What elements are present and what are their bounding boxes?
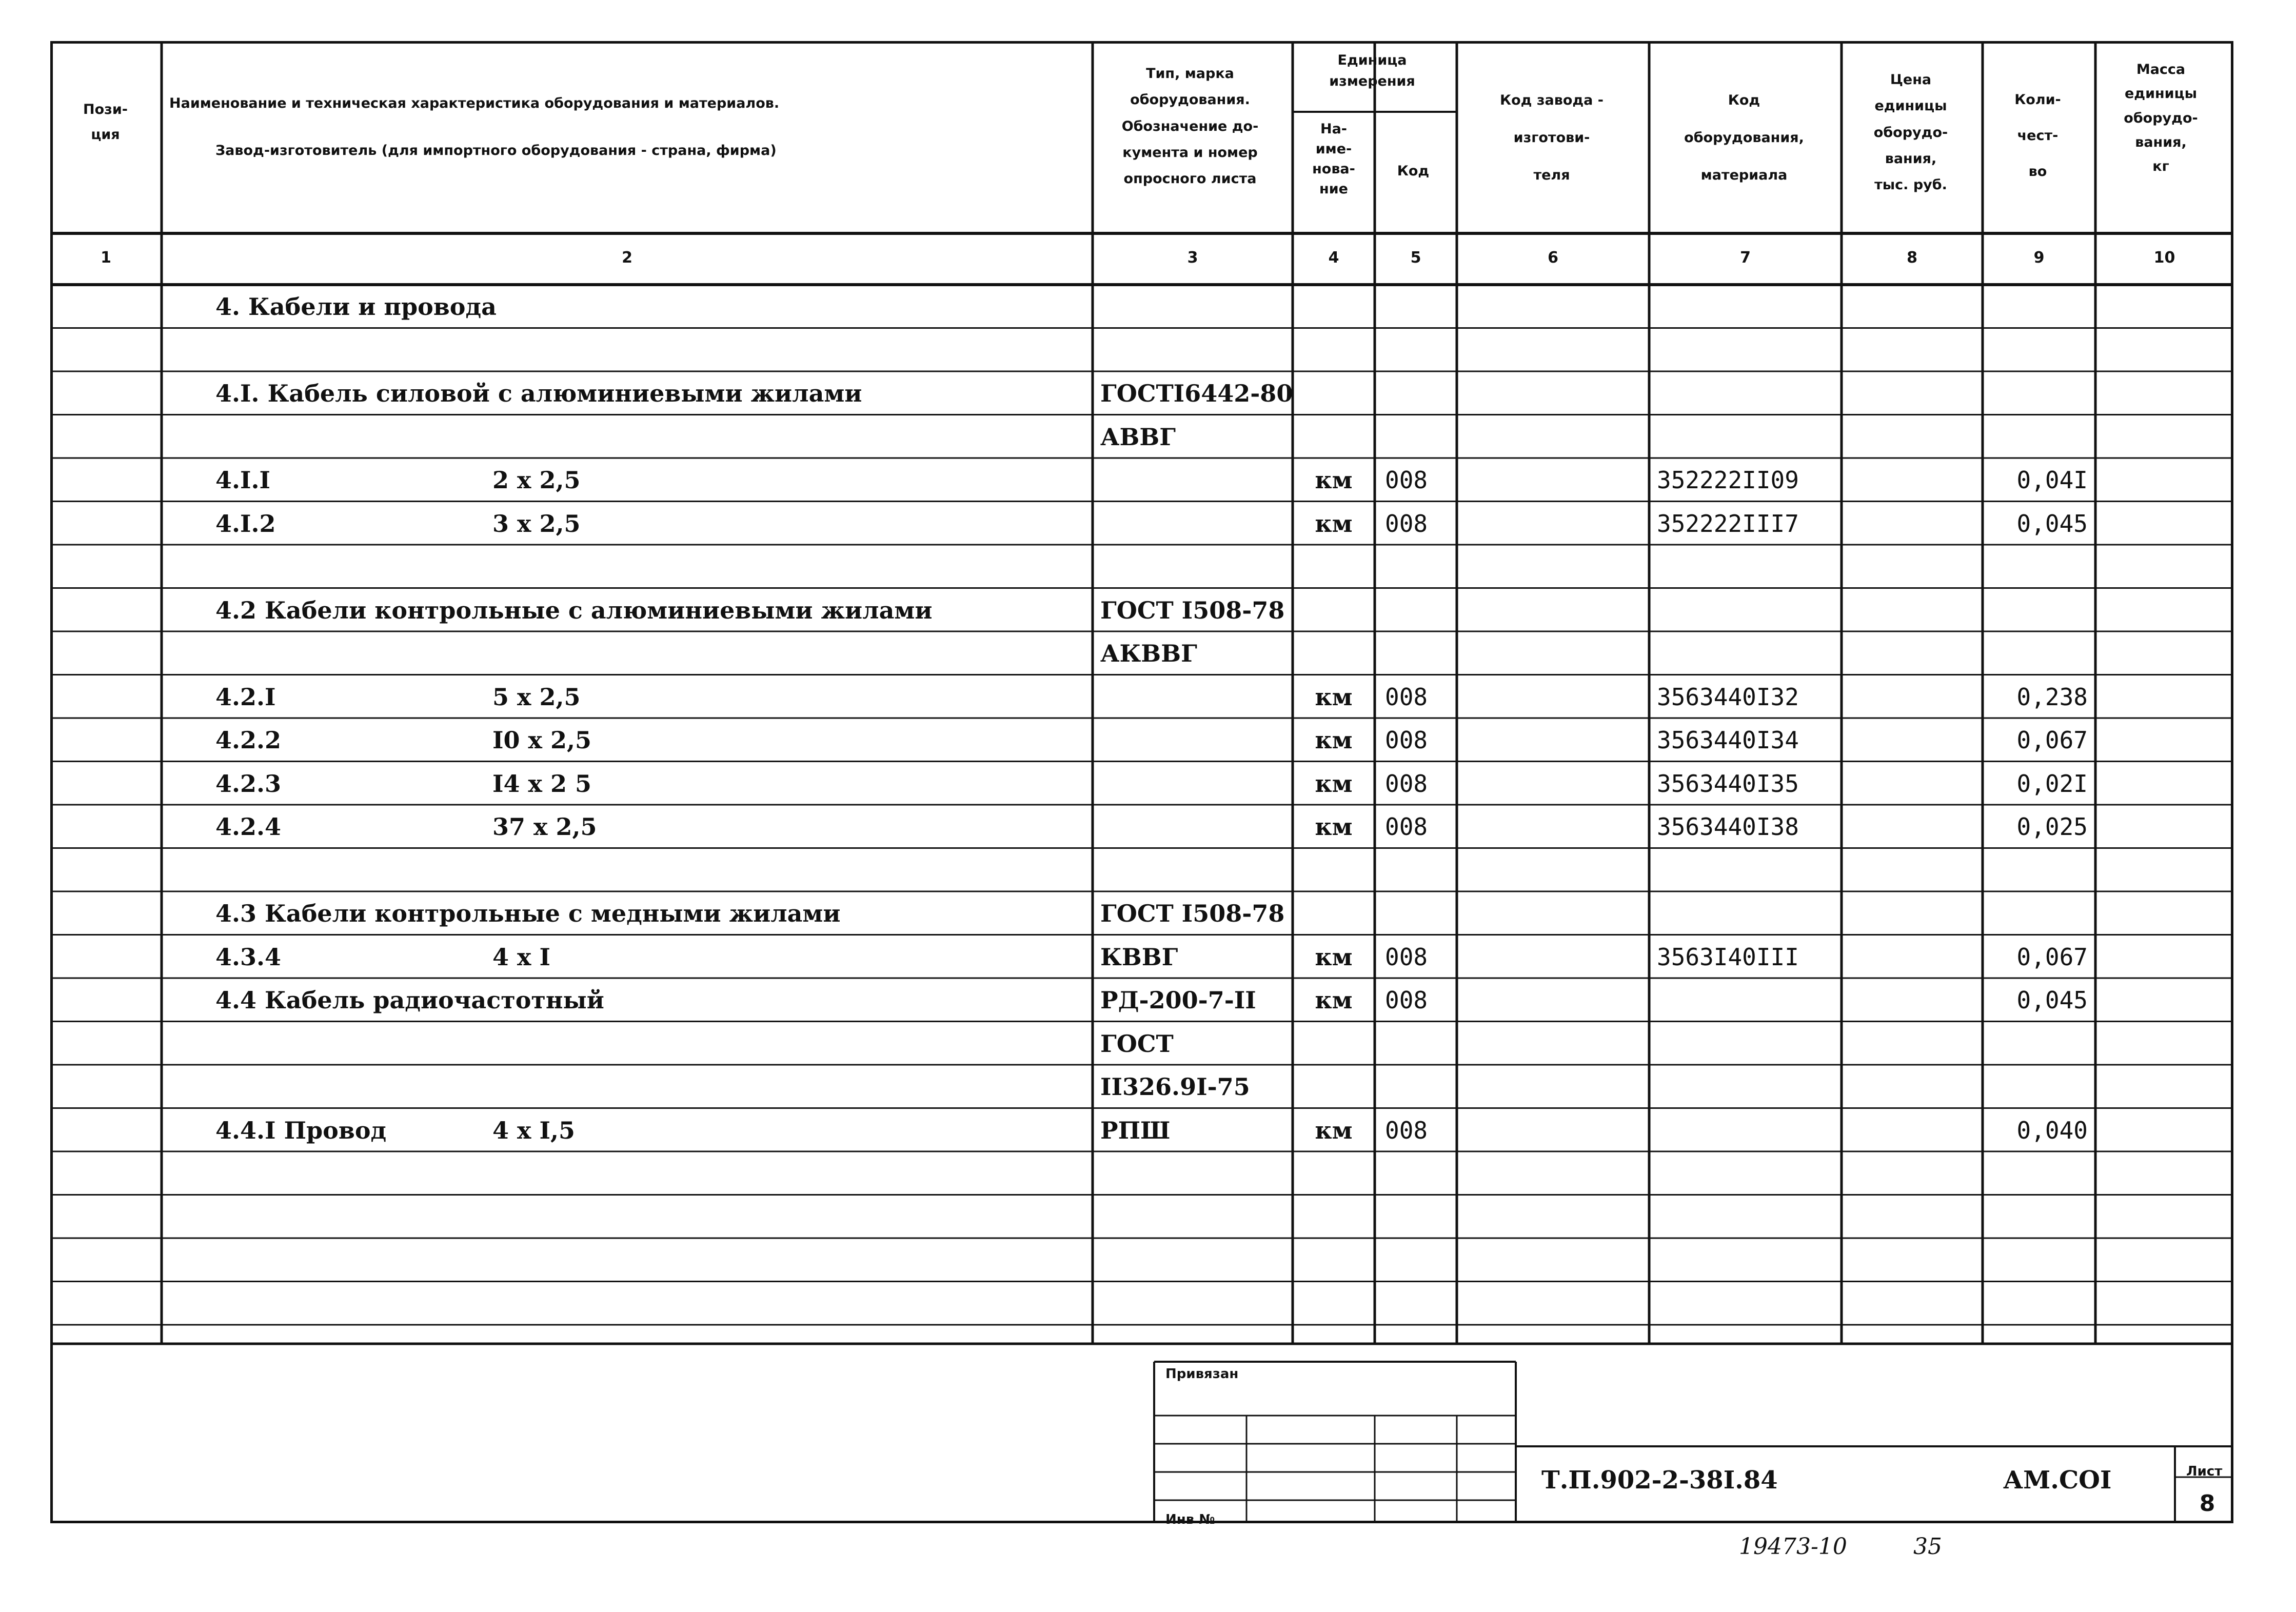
column-number: 4 bbox=[1328, 249, 1339, 267]
header-unit-name: На- име- нова- ние bbox=[1312, 121, 1355, 197]
row-quantity: 0,045 bbox=[2016, 986, 2088, 1014]
row-name: 4.2.4 bbox=[215, 813, 282, 841]
row-name: 4.4.I Провод bbox=[215, 1116, 387, 1144]
header-unit-code: Код bbox=[1397, 163, 1430, 179]
column-number: 9 bbox=[2033, 249, 2045, 267]
row-type: ГОСТ bbox=[1100, 1029, 1174, 1058]
row-type: ГОСТ I508-78 bbox=[1100, 900, 1285, 927]
row-spec: 37 x 2,5 bbox=[492, 813, 597, 841]
row-equipment-code: 3563440I34 bbox=[1657, 726, 1799, 754]
header-plant-code: Код завода - изготови- теля bbox=[1500, 92, 1604, 183]
row-equipment-code: 352222II09 bbox=[1657, 466, 1799, 494]
row-equipment-code: 3563I40III bbox=[1657, 943, 1799, 971]
row-name: 4.I.I bbox=[215, 466, 271, 494]
row-unit-code: 008 bbox=[1385, 943, 1428, 971]
column-number: 6 bbox=[1548, 249, 1558, 267]
row-type: ГОСТI6442-80 bbox=[1100, 380, 1293, 407]
album-code: АМ.СОI bbox=[2003, 1466, 2112, 1495]
row-quantity: 0,04I bbox=[2016, 466, 2088, 494]
header-type: Тип, марка оборудования. Обозначение до- кумента и номер опросного листа bbox=[1121, 66, 1259, 187]
header-mass: Масса единицы оборудо- вания, кг bbox=[2124, 62, 2198, 174]
row-equipment-code: 3563440I35 bbox=[1657, 769, 1799, 798]
row-unit: км bbox=[1315, 813, 1353, 841]
row-name: 4.3 Кабели контрольные с медными жилами bbox=[215, 900, 841, 927]
row-type: ГОСТ I508-78 bbox=[1100, 596, 1285, 624]
row-name: 4.2 Кабели контрольные с алюминиевыми жилами bbox=[215, 596, 933, 624]
column-number: 8 bbox=[1907, 249, 1917, 267]
row-spec: 3 x 2,5 bbox=[492, 509, 581, 538]
row-quantity: 0,067 bbox=[2016, 726, 2088, 754]
header-price: Цена единицы оборудо- вания, тыс. руб. bbox=[1873, 72, 1948, 193]
document-code: Т.П.902-2-38I.84 bbox=[1541, 1466, 1778, 1495]
row-equipment-code: 3563440I32 bbox=[1657, 683, 1799, 711]
row-quantity: 0,040 bbox=[2016, 1116, 2088, 1144]
row-unit: км bbox=[1315, 683, 1353, 711]
row-unit-code: 008 bbox=[1385, 466, 1428, 494]
column-number: 3 bbox=[1187, 249, 1198, 267]
archive-number: 19473-10 bbox=[1739, 1534, 1847, 1560]
header-equipment-code: Код оборудования, материала bbox=[1684, 92, 1804, 183]
row-unit: км bbox=[1315, 466, 1353, 494]
row-unit: км bbox=[1315, 726, 1353, 754]
column-number: 10 bbox=[2153, 249, 2175, 267]
row-unit-code: 008 bbox=[1385, 726, 1428, 754]
row-unit-code: 008 bbox=[1385, 683, 1428, 711]
header-name-line2: Завод-изготовитель (для импортного оборудования - страна, фирма) bbox=[215, 143, 777, 158]
row-unit-code: 008 bbox=[1385, 986, 1428, 1014]
header-quantity: Коли- чест- во bbox=[2014, 92, 2061, 180]
page-number: 35 bbox=[1913, 1534, 1942, 1560]
row-type: РД-200-7-II bbox=[1100, 986, 1256, 1014]
row-quantity: 0,025 bbox=[2016, 813, 2088, 841]
row-equipment-code: 352222III7 bbox=[1657, 509, 1799, 538]
row-name: 4.2.2 bbox=[215, 726, 282, 754]
header-position: Пози- ция bbox=[83, 102, 128, 143]
linked-label: Привязан bbox=[1165, 1366, 1239, 1382]
row-name: 4. Кабели и провода bbox=[215, 293, 497, 321]
column-number: 5 bbox=[1410, 249, 1421, 267]
row-quantity: 0,238 bbox=[2016, 683, 2088, 711]
row-quantity: 0,02I bbox=[2016, 769, 2088, 798]
header-unit-group: Единица измерения bbox=[1329, 52, 1415, 89]
row-unit-code: 008 bbox=[1385, 509, 1428, 538]
row-spec: 5 x 2,5 bbox=[492, 683, 581, 711]
row-unit: км bbox=[1315, 509, 1353, 538]
column-number: 7 bbox=[1740, 249, 1751, 267]
row-name: 4.I.2 bbox=[215, 509, 276, 538]
row-spec: 2 x 2,5 bbox=[492, 466, 581, 494]
row-unit: км bbox=[1315, 1116, 1353, 1144]
row-unit: км bbox=[1315, 986, 1353, 1014]
header-name-line1: Наименование и техническая характеристика оборудования и материалов. bbox=[169, 95, 780, 111]
row-spec: 4 x I,5 bbox=[492, 1116, 575, 1144]
inventory-label: Инв № bbox=[1165, 1512, 1215, 1527]
row-spec: I4 x 2 5 bbox=[492, 769, 592, 798]
column-number: 2 bbox=[622, 249, 632, 267]
row-spec: 4 x I bbox=[492, 943, 550, 971]
row-type: РПШ bbox=[1100, 1116, 1171, 1144]
sheet-number: 8 bbox=[2199, 1490, 2215, 1517]
row-type: КВВГ bbox=[1100, 943, 1178, 971]
row-unit: км bbox=[1315, 769, 1353, 798]
row-type: АКВВГ bbox=[1100, 640, 1197, 667]
sheet-label: Лист bbox=[2186, 1464, 2223, 1479]
row-quantity: 0,067 bbox=[2016, 943, 2088, 971]
row-unit-code: 008 bbox=[1385, 813, 1428, 841]
row-quantity: 0,045 bbox=[2016, 509, 2088, 538]
row-name: 4.2.3 bbox=[215, 769, 282, 798]
row-name: 4.3.4 bbox=[215, 943, 282, 971]
row-name: 4.4 Кабель радиочастотный bbox=[215, 986, 604, 1014]
row-name: 4.2.I bbox=[215, 683, 276, 711]
row-equipment-code: 3563440I38 bbox=[1657, 813, 1799, 841]
row-spec: I0 x 2,5 bbox=[492, 726, 592, 754]
row-type: II326.9I-75 bbox=[1100, 1073, 1250, 1101]
row-unit-code: 008 bbox=[1385, 1116, 1428, 1144]
row-unit-code: 008 bbox=[1385, 769, 1428, 798]
row-type: АВВГ bbox=[1100, 423, 1176, 451]
column-number: 1 bbox=[101, 249, 111, 267]
row-unit: км bbox=[1315, 943, 1353, 971]
row-name: 4.I. Кабель силовой с алюминиевыми жилами bbox=[215, 380, 862, 407]
